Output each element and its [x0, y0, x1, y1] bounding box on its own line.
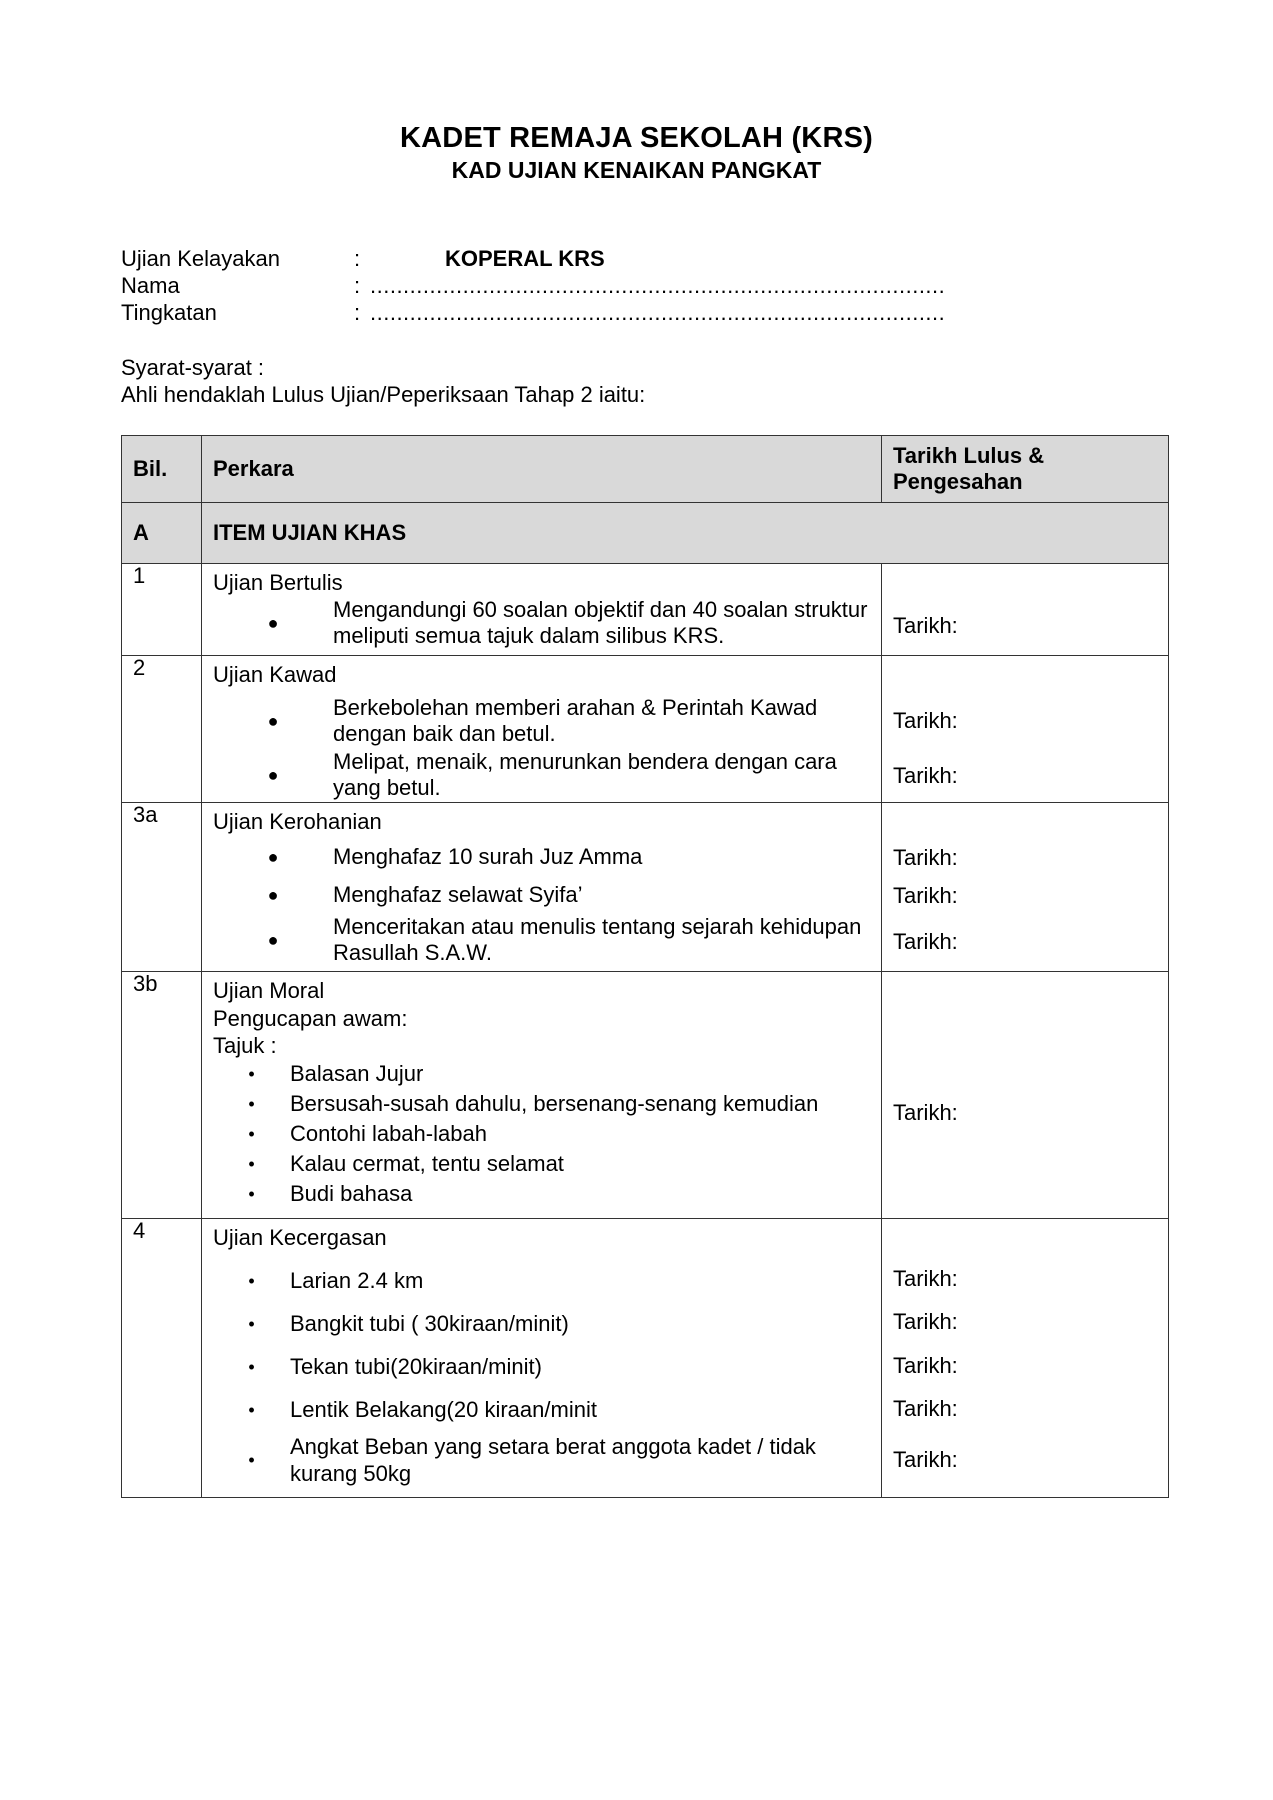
requirements-table: [121, 435, 1169, 1498]
list-item: [213, 597, 870, 649]
bullet-icon: ●: [267, 884, 279, 905]
section-code: A: [122, 503, 202, 564]
subheading: Tajuk :: [213, 1033, 277, 1058]
table-row: [122, 803, 1169, 972]
date-label: Tarikh:: [893, 1309, 958, 1334]
info-label-ujian: Ujian Kelayakan: [121, 246, 280, 271]
item-text: Tekan tubi(20kiraan/minit): [290, 1354, 542, 1379]
bullet-icon: •: [248, 1094, 255, 1114]
tingkatan-field[interactable]: .......................................................................................: [370, 300, 946, 325]
table-row: [122, 1219, 1169, 1498]
bullet-icon: ●: [267, 612, 279, 633]
info-row-ujian: [121, 245, 945, 272]
item-text: Menceritakan atau menulis tentang sejarah kehidupan Rasullah S.A.W.: [333, 914, 862, 965]
bullet-icon: ●: [267, 764, 279, 785]
info-value-ujian: KOPERAL KRS: [445, 246, 605, 271]
list-item: [213, 1309, 870, 1339]
table-row: [122, 972, 1169, 1219]
item-text: Menghafaz selawat Syifa’: [333, 882, 583, 907]
syarat-block: [121, 354, 645, 408]
list-item: [213, 1119, 870, 1149]
date-label: Tarikh:: [893, 613, 958, 638]
info-label-tingkatan: Tingkatan: [121, 300, 217, 325]
item-text: Berkebolehan memberi arahan & Perintah Kawad dengan baik dan betul.: [333, 695, 818, 746]
section-row: [122, 503, 1169, 564]
row-content: [202, 972, 882, 1219]
info-colon: :: [354, 300, 361, 325]
date-cell[interactable]: [882, 1219, 1169, 1498]
date-label: Tarikh:: [893, 883, 958, 908]
table-row: [122, 564, 1169, 656]
bullet-icon: •: [248, 1357, 255, 1377]
date-cell[interactable]: [882, 972, 1169, 1219]
bullet-icon: ●: [267, 846, 279, 867]
info-row-nama: [121, 272, 945, 299]
table-header-row: [122, 436, 1169, 503]
info-colon: :: [354, 246, 361, 271]
row-content: [202, 803, 882, 972]
item-text: Bersusah-susah dahulu, bersenang-senang kemudian: [290, 1091, 819, 1116]
item-text: Larian 2.4 km: [290, 1268, 424, 1293]
row-number: 2: [122, 656, 202, 803]
info-label-nama: Nama: [121, 273, 180, 298]
row-content: [202, 656, 882, 803]
row-number: 3a: [122, 803, 202, 972]
bullet-icon: •: [248, 1314, 255, 1334]
list-item: [213, 1179, 870, 1209]
date-label: Tarikh:: [893, 1447, 958, 1472]
bullet-icon: •: [248, 1064, 255, 1084]
date-label: Tarikh:: [893, 1100, 958, 1125]
item-text: Balasan Jujur: [290, 1061, 424, 1086]
group-title: Ujian Bertulis: [213, 570, 343, 595]
info-colon: :: [354, 273, 361, 298]
date-cell[interactable]: [882, 656, 1169, 803]
row-number: 3b: [122, 972, 202, 1219]
bullet-icon: ●: [267, 710, 279, 731]
date-label: Tarikh:: [893, 1266, 958, 1291]
group-title: Ujian Kerohanian: [213, 809, 382, 834]
bullet-icon: •: [248, 1124, 255, 1144]
item-text: Menghafaz 10 surah Juz Amma: [333, 844, 643, 869]
list-item: [213, 1433, 870, 1487]
date-label: Tarikh:: [893, 1353, 958, 1378]
section-title: ITEM UJIAN KHAS: [202, 503, 1169, 564]
date-label: Tarikh:: [893, 763, 958, 788]
document-title: KADET REMAJA SEKOLAH (KRS): [400, 122, 873, 154]
list-item: [213, 1395, 870, 1425]
list-item: [213, 1266, 870, 1296]
date-cell[interactable]: [882, 564, 1169, 656]
item-text: Bangkit tubi ( 30kiraan/minit): [290, 1311, 569, 1336]
list-item: [213, 1149, 870, 1179]
list-item: [213, 695, 870, 747]
list-item: [213, 914, 870, 966]
date-label: Tarikh:: [893, 708, 958, 733]
info-block: [121, 245, 945, 326]
nama-field[interactable]: .......................................................................................: [370, 273, 946, 298]
bullet-icon: •: [248, 1271, 255, 1291]
date-label: Tarikh:: [893, 1396, 958, 1421]
list-item: [213, 1089, 870, 1119]
item-text: Angkat Beban yang setara berat anggota kadet / tidak kurang 50kg: [290, 1434, 816, 1486]
header-bil: Bil.: [122, 436, 202, 503]
row-content: [202, 564, 882, 656]
date-label: Tarikh:: [893, 845, 958, 870]
syarat-heading: Syarat-syarat :: [121, 355, 265, 380]
bullet-icon: ●: [267, 929, 279, 950]
item-text: Lentik Belakang(20 kiraan/minit: [290, 1397, 597, 1422]
date-label: Tarikh:: [893, 929, 958, 954]
item-text: Mengandungi 60 soalan objektif dan 40 soalan struktur meliputi semua tajuk dalam silibus KRS.: [333, 597, 868, 648]
row-content: [202, 1219, 882, 1498]
group-title: Ujian Kecergasan: [213, 1225, 387, 1250]
group-title: Ujian Kawad: [213, 662, 337, 687]
header-tarikh: Tarikh Lulus & Pengesahan: [882, 436, 1169, 503]
syarat-text: Ahli hendaklah Lulus Ujian/Peperiksaan Tahap 2 iaitu:: [121, 382, 646, 407]
list-item: [213, 1352, 870, 1382]
subheading: Pengucapan awam:: [213, 1006, 408, 1031]
group-title: Ujian Moral: [213, 978, 325, 1003]
item-text: Kalau cermat, tentu selamat: [290, 1151, 564, 1176]
bullet-icon: •: [248, 1449, 255, 1470]
bullet-icon: •: [248, 1400, 255, 1420]
bullet-icon: •: [248, 1184, 255, 1204]
row-number: 4: [122, 1219, 202, 1498]
bullet-icon: •: [248, 1154, 255, 1174]
item-text: Budi bahasa: [290, 1181, 413, 1206]
item-text: Contohi labah-labah: [290, 1121, 487, 1146]
header-perkara: Perkara: [202, 436, 882, 503]
row-number: 1: [122, 564, 202, 656]
list-item: [213, 1059, 870, 1089]
info-row-tingkatan: [121, 299, 945, 326]
item-text: Melipat, menaik, menurunkan bendera dengan cara yang betul.: [333, 749, 837, 800]
list-item: [213, 844, 870, 870]
list-item: [213, 749, 870, 801]
document-subtitle: KAD UJIAN KENAIKAN PANGKAT: [451, 157, 822, 183]
list-item: [213, 882, 870, 908]
date-cell[interactable]: [882, 803, 1169, 972]
table-row: [122, 656, 1169, 803]
